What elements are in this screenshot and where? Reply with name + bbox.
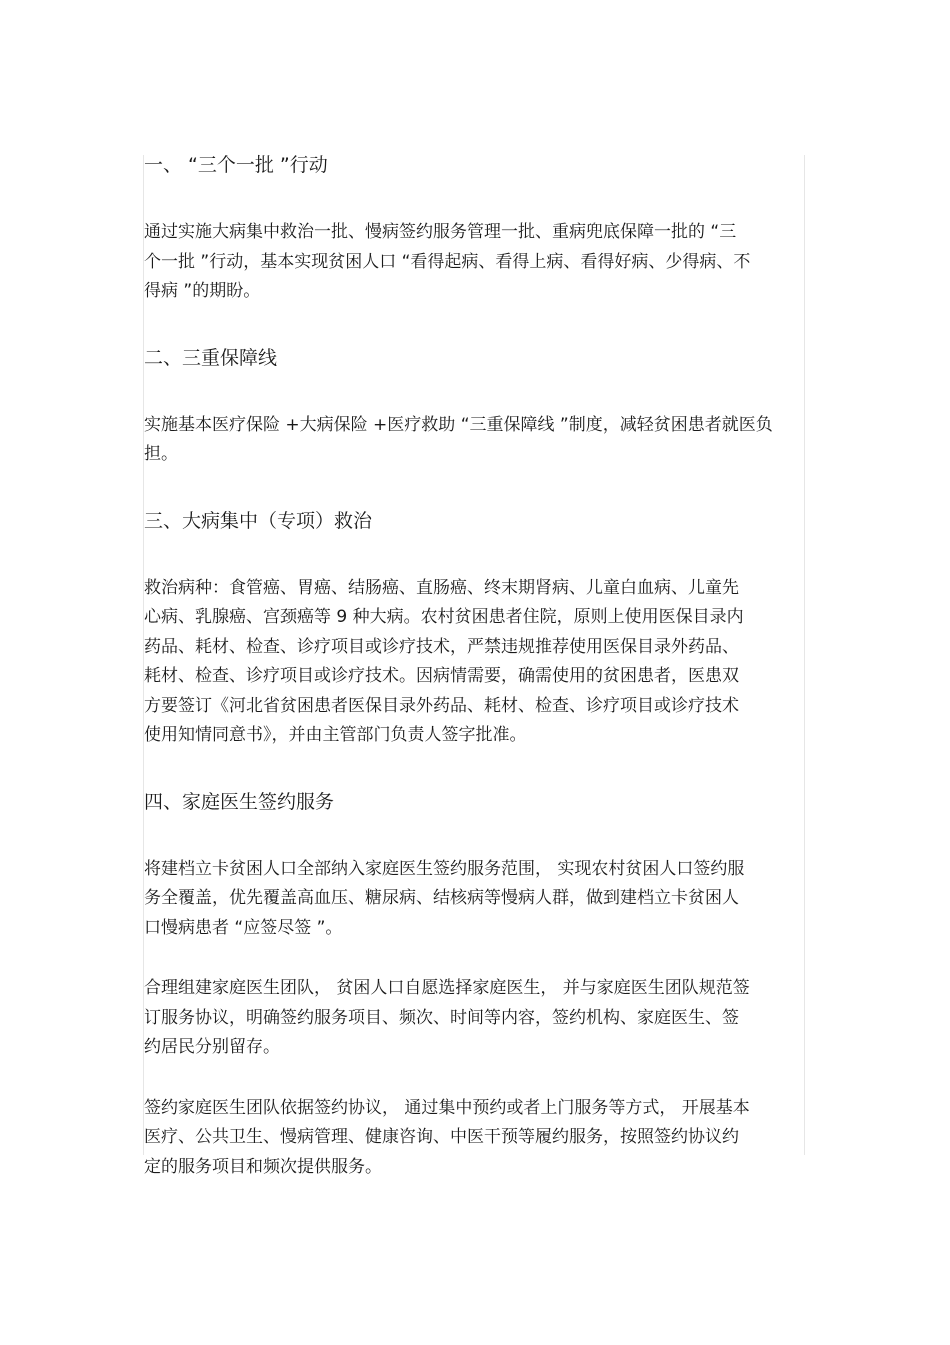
text-line: 务全覆盖，优先覆盖高血压、糖尿病、结核病等慢病人群，做到建档立卡贫困人: [144, 888, 739, 908]
section-heading-4: 四、家庭医生签约服务: [144, 790, 335, 813]
text-line: 约居民分别留存。: [144, 1037, 280, 1057]
text-line: 方要签订《河北省贫困患者医保目录外药品、耗材、检查、诊疗项目或诊疗技术: [144, 695, 739, 716]
text-line: 签约家庭医生团队依据签约协议， 通过集中预约或者上门服务等方式， 开展基本: [144, 1097, 750, 1118]
text-line: 担。: [144, 444, 178, 464]
text-line: 药品、耗材、检查、诊疗项目或诊疗技术，严禁违规推荐使用医保目录外药品、: [144, 636, 739, 657]
section-4-paragraph-1: [144, 855, 809, 944]
text-line: 救治病种：食管癌、胃癌、结肠癌、直肠癌、终末期肾病、儿童白血病、儿童先: [144, 577, 739, 598]
document-body: [144, 150, 809, 1182]
section-4-paragraph-2: [144, 974, 809, 1063]
section-1-paragraph-1: [144, 218, 809, 307]
text-line: 合理组建家庭医生团队， 贫困人口自愿选择家庭医生， 并与家庭医生团队规范签: [144, 978, 750, 998]
text-line: 订服务协议，明确签约服务项目、频次、时间等内容，签约机构、家庭医生、签: [144, 1007, 739, 1028]
text-line: 定的服务项目和频次提供服务。: [144, 1156, 382, 1177]
text-line: 心病、乳腺癌、宫颈癌等 9 种大病。农村贫困患者住院，原则上使用医保目录内: [144, 607, 744, 627]
text-line: 使用知情同意书》，并由主管部门负责人签字批准。: [144, 725, 527, 745]
section-heading-3: 三、大病集中（专项）救治: [144, 509, 373, 532]
text-line: 医疗、公共卫生、慢病管理、健康咨询、中医干预等履约服务，按照签约协议约: [144, 1127, 739, 1147]
section-heading-1: 一、 “三个一批 ”行动: [144, 154, 328, 176]
text-line: 口慢病患者 “应签尽签 ”。: [144, 917, 343, 938]
text-line: 得病 ”的期盼。: [144, 281, 261, 301]
text-line: 个一批 ”行动，基本实现贫困人口 “看得起病、看得上病、看得好病、少得病、不: [144, 251, 751, 272]
section-heading-2: 二、三重保障线: [144, 346, 278, 369]
text-line: 将建档立卡贫困人口全部纳入家庭医生签约服务范围， 实现农村贫困人口签约服: [144, 858, 745, 879]
text-line: 耗材、检查、诊疗项目或诊疗技术。因病情需要，确需使用的贫困患者，医患双: [144, 666, 739, 686]
text-line: 实施基本医疗保险 +大病保险 +医疗救助 “三重保障线 ”制度，减轻贫困患者就医负: [144, 414, 773, 435]
text-line: 通过实施大病集中救治一批、慢病签约服务管理一批、重病兜底保障一批的 “三: [144, 222, 737, 242]
section-2-paragraph-1: [144, 411, 809, 470]
section-3-paragraph-1: [144, 574, 809, 751]
section-4-paragraph-3: [144, 1094, 809, 1183]
